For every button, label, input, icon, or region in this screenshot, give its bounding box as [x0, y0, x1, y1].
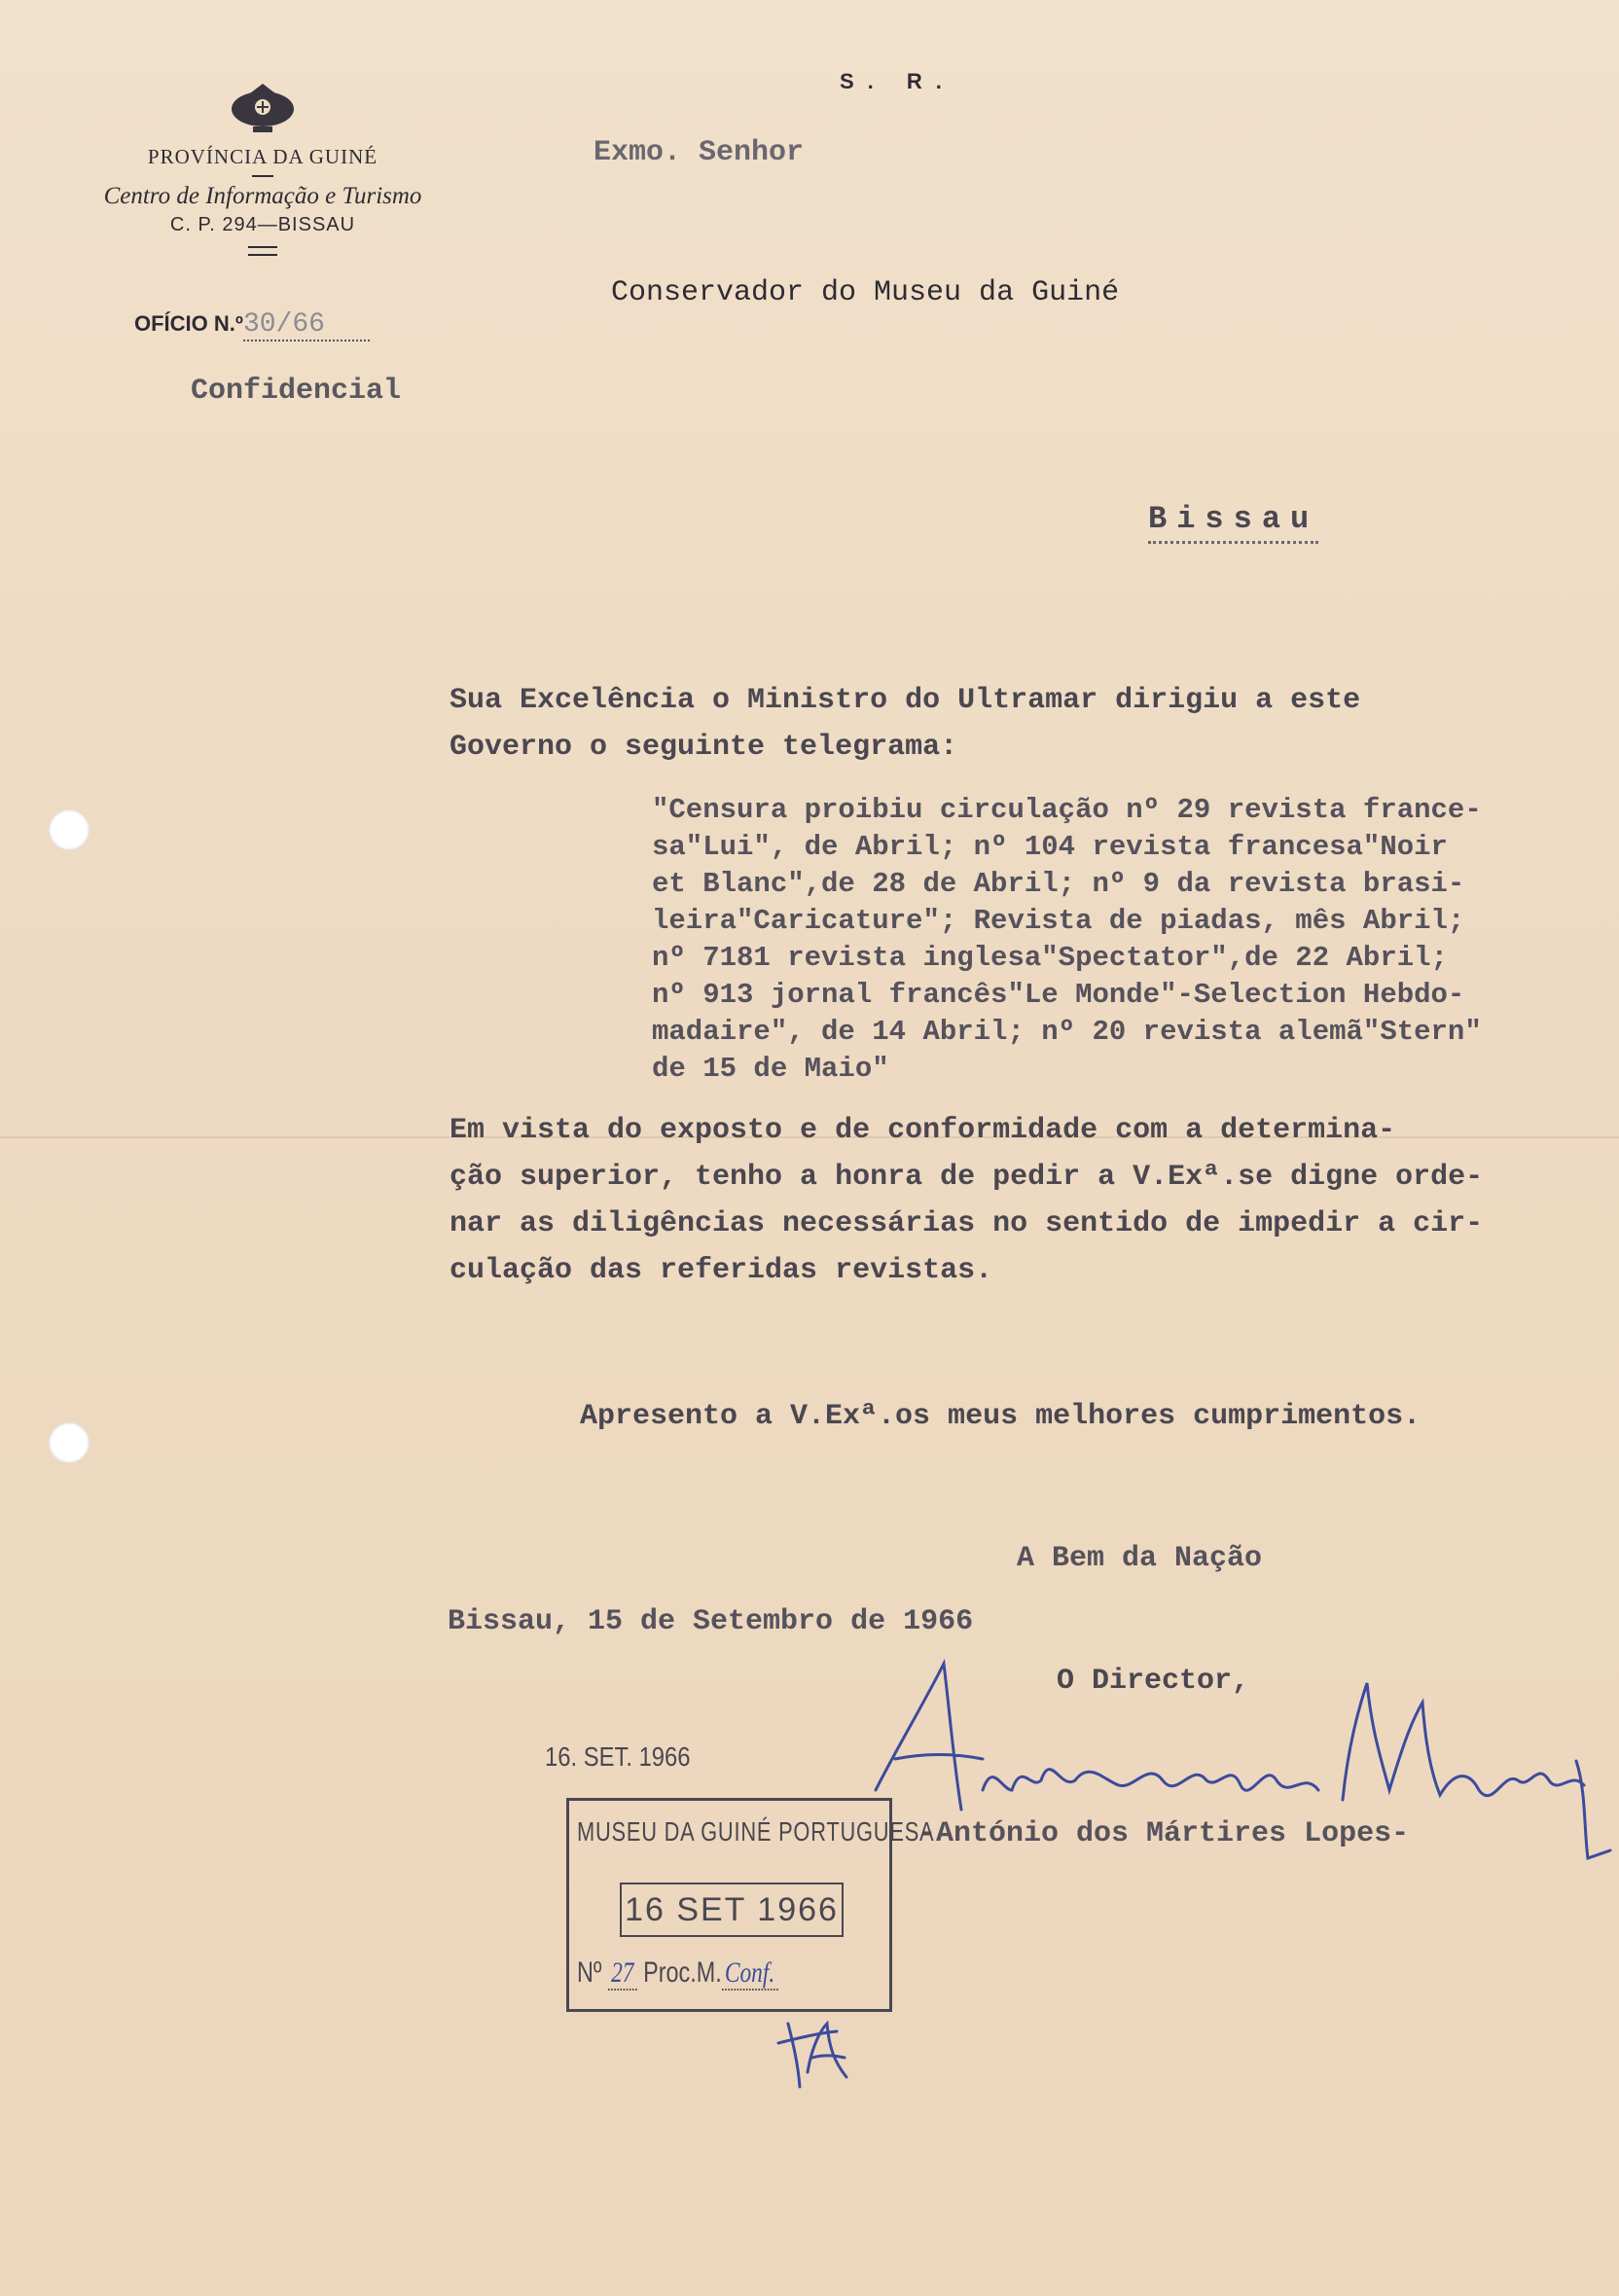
stamp-number: 27 [608, 1956, 637, 1991]
signatory-typed-name: -António dos Mártires Lopes- [918, 1817, 1410, 1850]
addressee-city: Bissau [1148, 501, 1318, 544]
punch-hole-top [49, 809, 90, 850]
reference-line [134, 309, 370, 341]
body-paragraph-2: Em vista do exposto e de conformidade com a determina- ção superior, tenho a honra de pedir a V.Exª.se digne orde- nar as diligências necessárias no sentido de impedir a cir- culação das referidas revistas. [450, 1114, 1484, 1287]
stamp-title: MUSEU DA GUINÉ PORTUGUESA [577, 1816, 935, 1847]
stamp-date: 16 SET 1966 [620, 1883, 844, 1937]
dateline: Bissau, 15 de Setembro de 1966 [448, 1605, 974, 1638]
stamp-number-line [577, 1956, 777, 1990]
letterhead-postal: C. P. 294—BISSAU [169, 214, 356, 235]
handwritten-initials [769, 2004, 866, 2092]
letterhead [58, 76, 467, 256]
addressee-salutation: Exmo. Senhor [594, 136, 805, 169]
body-paragraph-1: Sua Excelência o Ministro do Ultramar dirigiu a este Governo o seguinte telegrama: [450, 684, 1361, 764]
stamp-number-label: Nº [577, 1956, 602, 1989]
reference-number: 30/66 [243, 309, 370, 341]
letterhead-double-rule [248, 246, 277, 256]
stamp-proc-value: Conf. [722, 1956, 778, 1991]
addressee-title: Conservador do Museu da Guiné [611, 276, 1120, 309]
signatory-role: O Director, [1057, 1665, 1250, 1698]
letterhead-centre: Centro de Informação e Turismo [103, 183, 422, 209]
classification-mark: Confidencial [191, 375, 402, 408]
letterhead-divider [252, 175, 273, 177]
reference-label: OFÍCIO N.º [134, 311, 243, 336]
crest-icon [224, 76, 302, 136]
top-mark: S. R. [840, 69, 955, 93]
punch-hole-bottom [49, 1422, 90, 1463]
stamp-proc-label: Proc.M. [643, 1956, 722, 1989]
receipt-date-stamp: 16. SET. 1966 [545, 1741, 691, 1772]
telegram-quote: "Censura proibiu circulação nº 29 revista france- sa"Lui", de Abril; nº 104 revista francesa"Noir et Blanc",de 28 de Abril; nº 9 da revista brasi- leira"Caricature"; Revista de piadas, mês Abril; nº 7181 revista inglesa"Spectator",de 22 Abril; nº 913 jornal francês"Le Monde"-Selection Hebdo- madaire", de 14 Abril; nº 20 revista alemã"Stern" de 15 de Maio" [652, 794, 1482, 1085]
letterhead-province: PROVÍNCIA DA GUINÉ [147, 145, 378, 168]
body-paragraph-3: Apresento a V.Exª.os meus melhores cumprimentos. [580, 1400, 1421, 1433]
closing-formula: A Bem da Nação [1017, 1542, 1263, 1575]
museum-registry-stamp [566, 1798, 935, 2012]
